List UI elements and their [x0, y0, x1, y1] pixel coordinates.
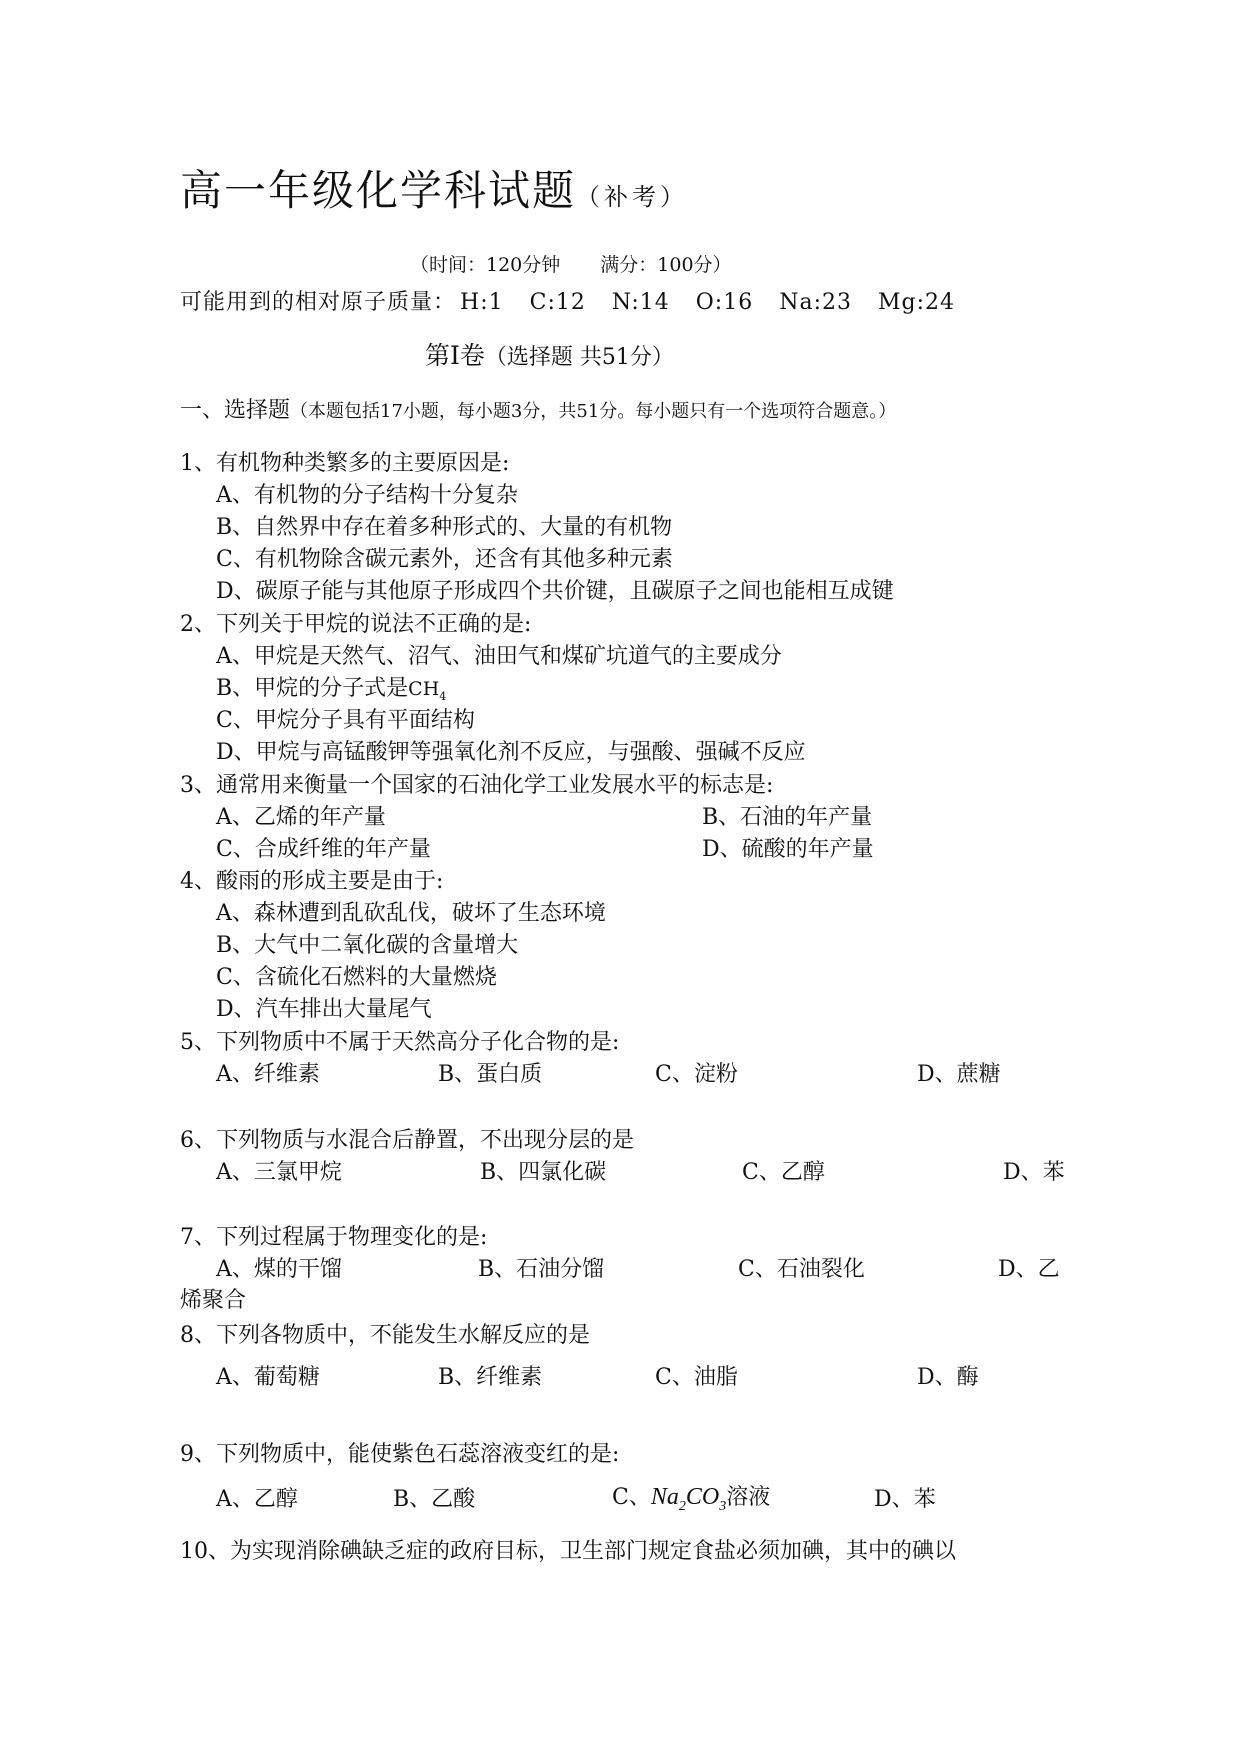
option: A、有机物的分子结构十分复杂 [216, 483, 518, 508]
option: C、油脂 [655, 1365, 738, 1390]
option: C、淀粉 [655, 1062, 738, 1087]
option: B、石油分馏 [478, 1257, 605, 1282]
mass-item: Na:23 [779, 290, 852, 315]
question-stem: 9、下列物质中，能使紫色石蕊溶液变红的是: [180, 1442, 620, 1467]
option: B、大气中二氧化碳的含量增大 [216, 933, 519, 958]
instructions-detail: （本题包括17小题，每小题3分，共51分。每小题只有一个选项符合题意。） [290, 401, 897, 422]
mass-item: N:14 [611, 290, 670, 315]
option: A、纤维素 [216, 1062, 320, 1087]
option: D、酶 [917, 1365, 979, 1390]
question-stem: 10、为实现消除碘缺乏症的政府目标，卫生部门规定食盐必须加碘，其中的碘以 [180, 1539, 956, 1564]
exam-title: 高一年级化学科试题（补考） [180, 166, 689, 215]
masses-label: 可能用到的相对原子质量： [180, 290, 457, 315]
section-subtitle: （选择题 共51分） [484, 345, 674, 370]
option: D、苯 [874, 1487, 936, 1512]
option: A、乙醇 [216, 1487, 298, 1512]
question-stem: 4、酸雨的形成主要是由于: [180, 869, 444, 894]
question-stem: 1、有机物种类繁多的主要原因是: [180, 451, 510, 476]
option: D、硫酸的年产量 [702, 837, 874, 862]
section-instructions: 一、选择题（本题包括17小题，每小题3分，共51分。每小题只有一个选项符合题意。） [180, 398, 897, 423]
option: C、合成纤维的年产量 [216, 837, 431, 862]
section-title: 第Ⅰ卷（选择题 共51分） [425, 341, 674, 370]
question-stem: 7、下列过程属于物理变化的是: [180, 1225, 488, 1250]
option: D、甲烷与高锰酸钾等强氧化剂不反应，与强酸、强碱不反应 [216, 740, 806, 765]
option: C、乙醇 [742, 1160, 825, 1185]
formula-ch4: $CH_4$ [408, 678, 447, 703]
option: A、葡萄糖 [216, 1365, 320, 1390]
full-marks: 满分：100分） [600, 254, 732, 276]
option: A、乙烯的年产量 [216, 805, 386, 830]
option: B、甲烷的分子式是$CH_4$ [216, 676, 447, 703]
option: C、有机物除含碳元素外，还含有其他多种元素 [216, 547, 673, 572]
atomic-masses [180, 285, 981, 316]
option: A、森林遭到乱砍乱伐，破坏了生态环境 [216, 901, 606, 926]
option: B、四氯化碳 [480, 1160, 607, 1185]
option: C、石油裂化 [738, 1257, 865, 1282]
option: D、汽车排出大量尾气 [216, 997, 432, 1022]
option: B、石油的年产量 [702, 805, 873, 830]
option: B、纤维素 [438, 1365, 543, 1390]
option: D、蔗糖 [917, 1062, 1001, 1087]
question-stem: 8、下列各物质中，不能发生水解反应的是 [180, 1323, 590, 1348]
option-wrap: 烯聚合 [180, 1288, 247, 1313]
option: C、$Na_2CO_3$溶液 [612, 1484, 771, 1514]
mass-item: Mg:24 [877, 290, 955, 315]
option: B、乙酸 [393, 1487, 476, 1512]
option: B、蛋白质 [438, 1062, 543, 1087]
exam-subtitle: （补考） [576, 183, 689, 211]
mass-item: H:1 [460, 290, 504, 315]
option: D、苯 [1003, 1160, 1065, 1185]
option: A、煤的干馏 [216, 1257, 342, 1282]
question-stem: 2、下列关于甲烷的说法不正确的是: [180, 612, 532, 637]
question-stem: 5、下列物质中不属于天然高分子化合物的是: [180, 1030, 620, 1055]
option: A、甲烷是天然气、沼气、油田气和煤矿坑道气的主要成分 [216, 644, 782, 669]
option: C、含硫化石燃料的大量燃烧 [216, 965, 497, 990]
exam-info [410, 250, 732, 277]
time-limit: （时间：120分钟 [410, 254, 561, 276]
mass-item: O:16 [695, 290, 754, 315]
option: D、碳原子能与其他原子形成四个共价键，且碳原子之间也能相互成键 [216, 579, 894, 604]
option: B、自然界中存在着多种形式的、大量的有机物 [216, 515, 673, 540]
option: C、甲烷分子具有平面结构 [216, 708, 475, 733]
question-stem: 6、下列物质与水混合后静置，不出现分层的是 [180, 1128, 634, 1153]
option: D、乙 [998, 1257, 1060, 1282]
option: A、三氯甲烷 [216, 1160, 342, 1185]
mass-item: C:12 [529, 290, 586, 315]
formula-na2co3: $Na_2CO_3$ [650, 1484, 727, 1514]
question-stem: 3、通常用来衡量一个国家的石油化学工业发展水平的标志是: [180, 773, 774, 798]
